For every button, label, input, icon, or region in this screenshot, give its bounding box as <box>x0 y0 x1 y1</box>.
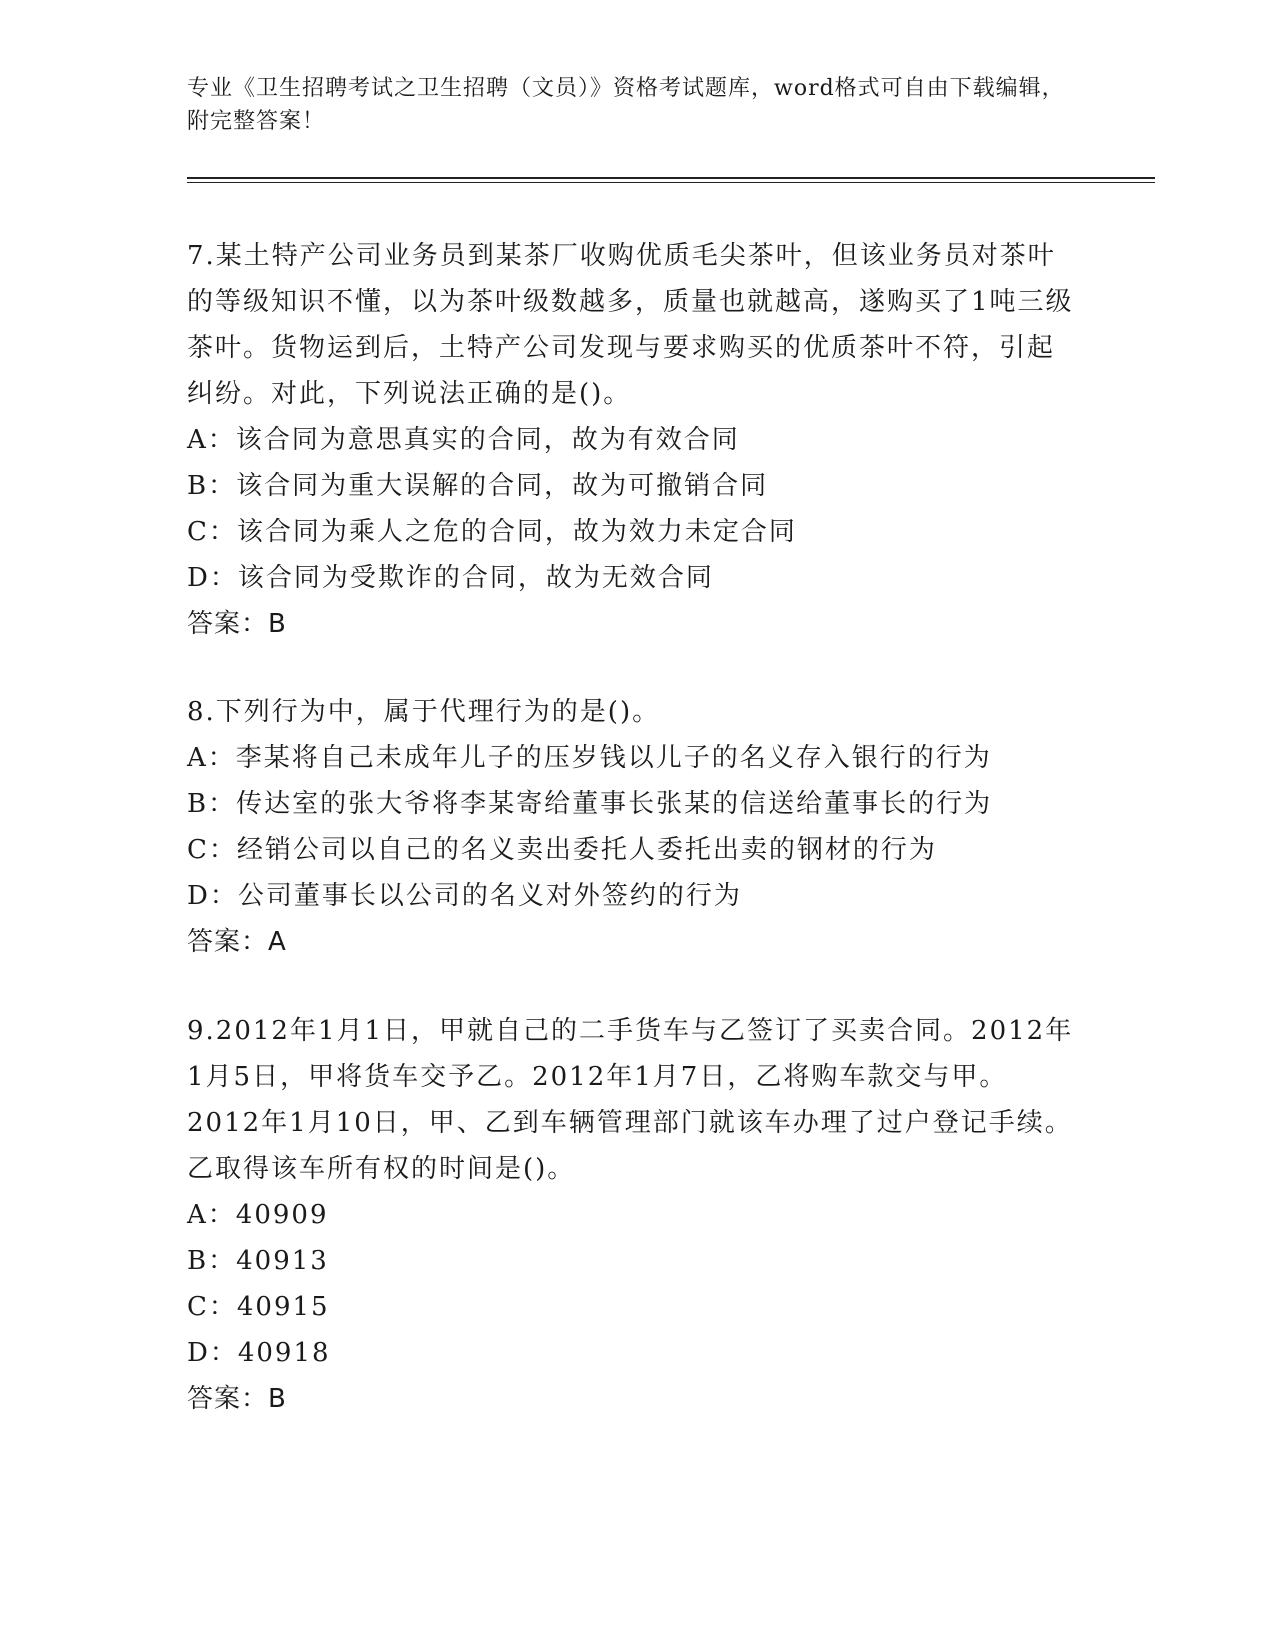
option-b: B：传达室的张大爷将李某寄给董事长张某的信送给董事长的行为 <box>187 789 993 819</box>
header-divider-thin <box>187 182 1155 183</box>
answer-line: 答案：B <box>187 609 287 639</box>
answer-line: 答案：B <box>187 1384 287 1414</box>
question-8 <box>187 689 1077 965</box>
question-stem: 9.2012年1月1日，甲就自己的二手货车与乙签订了买卖合同。2012年1月5日，甲将货车交予乙。2012年1月7日，乙将购车款交与甲。2012年1月10日，甲、乙到车辆管理部门就该车办理了过户登记手续。乙取得该车所有权的时间是()。 <box>187 1016 1074 1184</box>
header-divider <box>187 177 1155 179</box>
document-header <box>187 72 1087 138</box>
option-b: B：40913 <box>187 1246 329 1276</box>
question-9 <box>187 1008 1077 1422</box>
answer-line: 答案：A <box>187 927 287 957</box>
option-d: D：公司董事长以公司的名义对外签约的行为 <box>187 881 742 911</box>
option-c: C：经销公司以自己的名义卖出委托人委托出卖的钢材的行为 <box>187 835 937 865</box>
option-d: D：该合同为受欺诈的合同，故为无效合同 <box>187 563 714 593</box>
option-a: A：40909 <box>187 1200 329 1230</box>
question-7 <box>187 233 1077 647</box>
header-text: 专业《卫生招聘考试之卫生招聘（文员）》资格考试题库，word格式可自由下载编辑，附完整答案！ <box>187 76 1065 134</box>
question-stem: 8.下列行为中，属于代理行为的是()。 <box>187 697 661 727</box>
option-c: C：40915 <box>187 1292 330 1322</box>
question-stem: 7.某土特产公司业务员到某茶厂收购优质毛尖茶叶，但该业务员对茶叶的等级知识不懂，以为茶叶级数越多，质量也就越高，遂购买了1吨三级茶叶。货物运到后，土特产公司发现与要求购买的优质茶叶不符，引起纠纷。对此，下列说法正确的是()。 <box>187 241 1074 409</box>
option-a: A：该合同为意思真实的合同，故为有效合同 <box>187 425 740 455</box>
option-a: A：李某将自己未成年儿子的压岁钱以儿子的名义存入银行的行为 <box>187 743 992 773</box>
option-c: C：该合同为乘人之危的合同，故为效力未定合同 <box>187 517 797 547</box>
option-b: B：该合同为重大误解的合同，故为可撤销合同 <box>187 471 769 501</box>
option-d: D：40918 <box>187 1338 331 1368</box>
